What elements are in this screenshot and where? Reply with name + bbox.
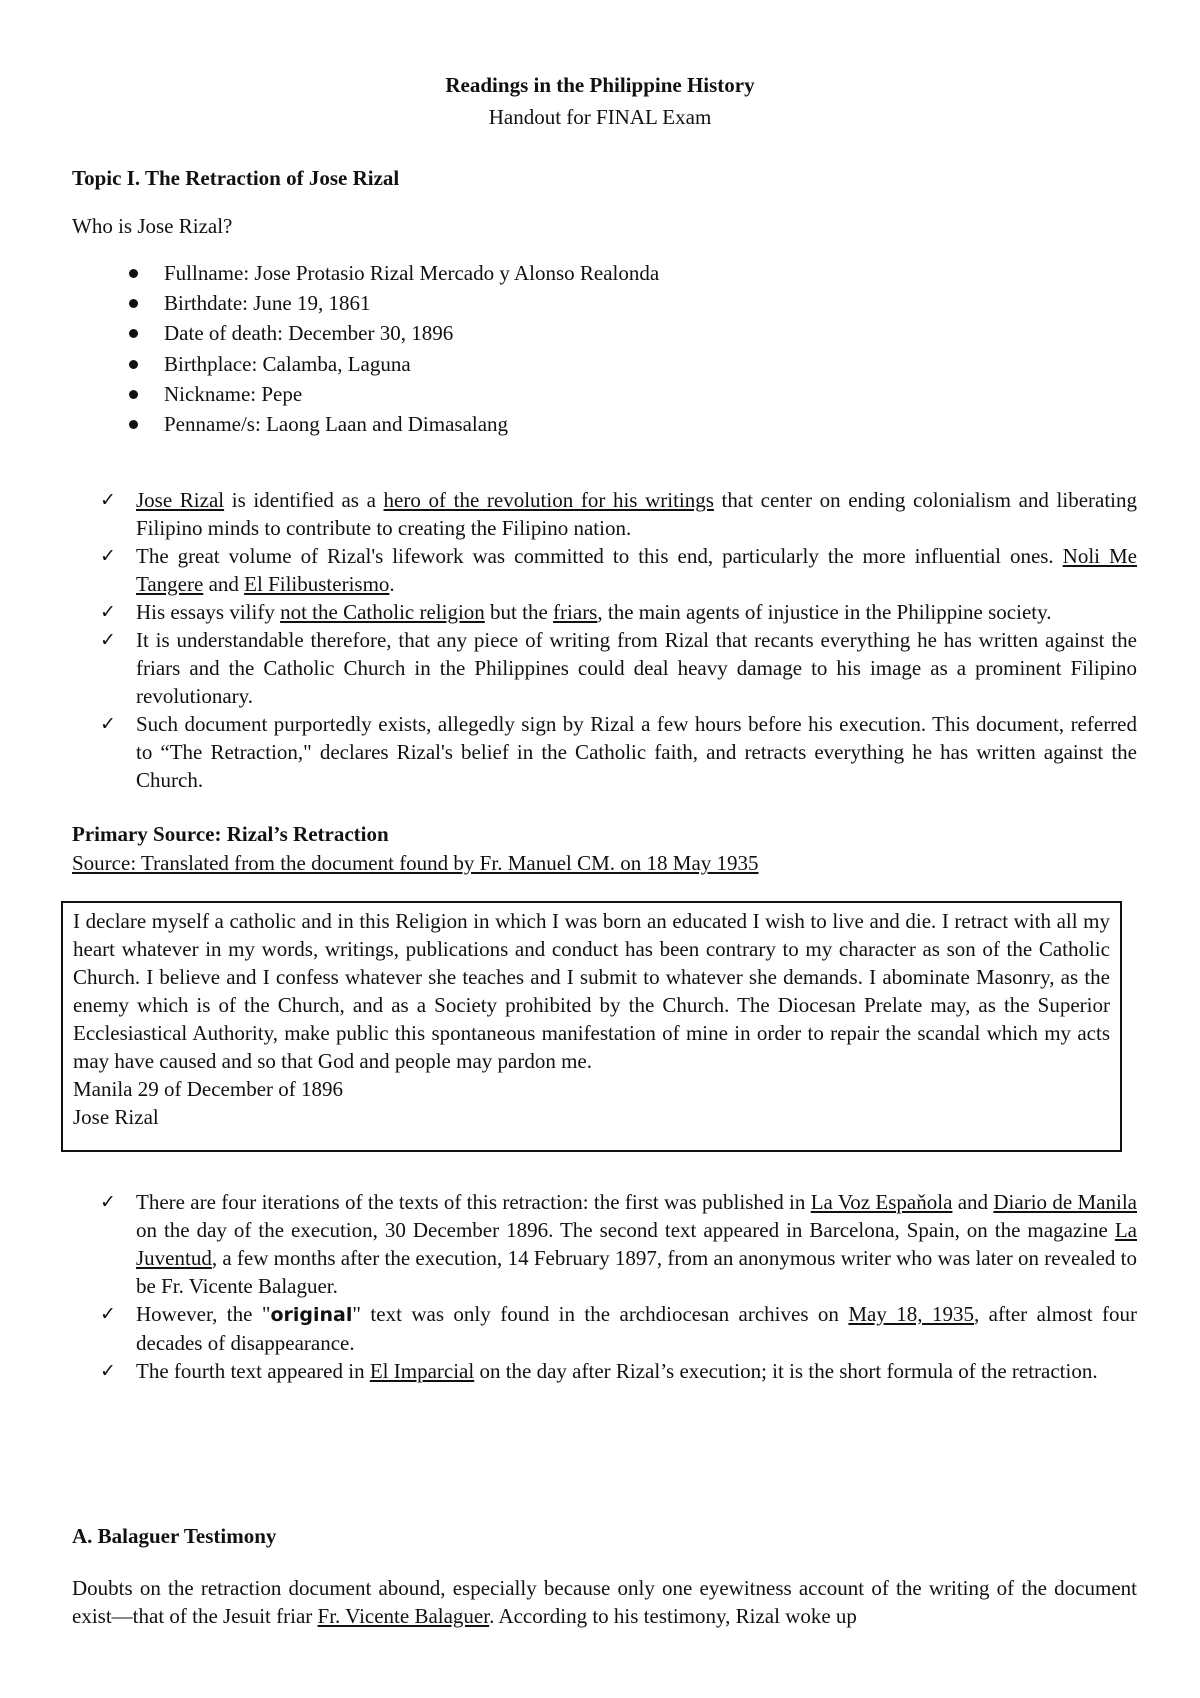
topic-heading: Topic I. The Retraction of Jose Rizal xyxy=(72,166,400,190)
checkmark-icon: ✓ xyxy=(100,489,116,511)
bullet-icon xyxy=(129,299,138,308)
fact-list xyxy=(72,258,659,439)
list-item: ✓ Such document purportedly exists, allegedly sign by Rizal a few hours before his execution. This document, referred to “The Retraction," declares Rizal's belief in the Catholic faith, and retracts everything he has written against the Church. xyxy=(100,712,1137,792)
checkmark-icon: ✓ xyxy=(100,1303,116,1325)
section-a-paragraph: Doubts on the retraction document abound, especially because only one eyewitness account of the writing of the document exist—that of the Jesuit friar Fr. Vicente Balaguer. According to his testimony, Rizal woke up xyxy=(72,1576,1137,1628)
checkmark-icon: ✓ xyxy=(100,1360,116,1382)
topic-question: Who is Jose Rizal? xyxy=(72,214,233,238)
retraction-text: I declare myself a catholic and in this Religion in which I was born an educated I wish to live and die. I retract with all my heart whatever in my words, writings, publications and conduct has been contrary to my character as son of the Catholic Church. I believe and I confess whatever she teaches and I submit to whatever she demands. I abominate Masonry, as the enemy which is of the Church, and as a Society prohibited by the Church. The Diocesan Prelate may, as the Superior Ecclesiastical Authority, make public this spontaneous manifestation of mine in order to repair the scandal which my acts may have caused and so that God and people may pardon me. xyxy=(73,909,1110,1073)
checklist-rizal xyxy=(100,486,1137,794)
checkmark-icon: ✓ xyxy=(100,713,116,735)
retraction-place-date: Manila 29 of December of 1896 xyxy=(73,1077,343,1101)
section-a-heading: A. Balaguer Testimony xyxy=(72,1524,277,1548)
list-item: ✓ It is understandable therefore, that any piece of writing from Rizal that recants everything he has written against the friars and the Catholic Church in the Philippines could deal heavy damage to his image as a prominent Filipino revolutionary. xyxy=(100,628,1137,708)
list-item: Birthplace: Calamba, Laguna xyxy=(72,349,659,379)
checkmark-icon: ✓ xyxy=(100,1191,116,1213)
bullet-icon xyxy=(129,420,138,429)
list-item: ✓ However, the "original" text was only found in the archdiocesan archives on May 18, 1935, after almost four decades of disappearance. xyxy=(100,1302,1138,1355)
list-item: Nickname: Pepe xyxy=(72,379,659,409)
retraction-box xyxy=(61,901,1122,1152)
bullet-icon xyxy=(129,269,138,278)
list-item: ✓ The great volume of Rizal's lifework was committed to this end, particularly the more influential ones. Noli Me Tangere and El Filibusterismo. xyxy=(100,544,1137,596)
list-item: Penname/s: Laong Laan and Dimasalang xyxy=(72,409,659,439)
list-item: ✓ There are four iterations of the texts of this retraction: the first was published in La Voz Espaňola and Diario de Manila on the day of the execution, 30 December 1896. The second text appeared in Barcelona, Spain, on the magazine La Juventud, a few months after the execution, 14 February 1897, from an anonymous writer who was later on revealed to be Fr. Vicente Balaguer. xyxy=(100,1190,1137,1298)
list-item: ✓ The fourth text appeared in El Imparcial on the day after Rizal’s execution; it is the short formula of the retraction. xyxy=(100,1359,1098,1383)
retraction-signature: Jose Rizal xyxy=(73,1105,159,1129)
bullet-icon xyxy=(129,390,138,399)
primary-source-title: Primary Source: Rizal’s Retraction xyxy=(72,822,389,846)
bullet-icon xyxy=(129,360,138,369)
checkmark-icon: ✓ xyxy=(100,601,116,623)
primary-source-citation: Source: Translated from the document found by Fr. Manuel CM. on 18 May 1935 xyxy=(72,851,759,875)
list-item: ✓ His essays vilify not the Catholic religion but the friars, the main agents of injustice in the Philippine society. xyxy=(100,600,1052,624)
checklist-retraction xyxy=(100,1188,1137,1385)
document-title: Readings in the Philippine History xyxy=(445,73,755,97)
list-item: Fullname: Jose Protasio Rizal Mercado y Alonso Realonda xyxy=(72,258,659,288)
checkmark-icon: ✓ xyxy=(100,545,116,567)
list-item: Birthdate: June 19, 1861 xyxy=(72,288,659,318)
checkmark-icon: ✓ xyxy=(100,629,116,651)
document-subtitle: Handout for FINAL Exam xyxy=(488,105,712,129)
list-item: ✓ Jose Rizal is identified as a hero of the revolution for his writings that center on ending colonialism and liberating Filipino minds to contribute to creating the Filipino nation. xyxy=(100,488,1138,540)
list-item: Date of death: December 30, 1896 xyxy=(72,318,659,348)
bullet-icon xyxy=(129,329,138,338)
